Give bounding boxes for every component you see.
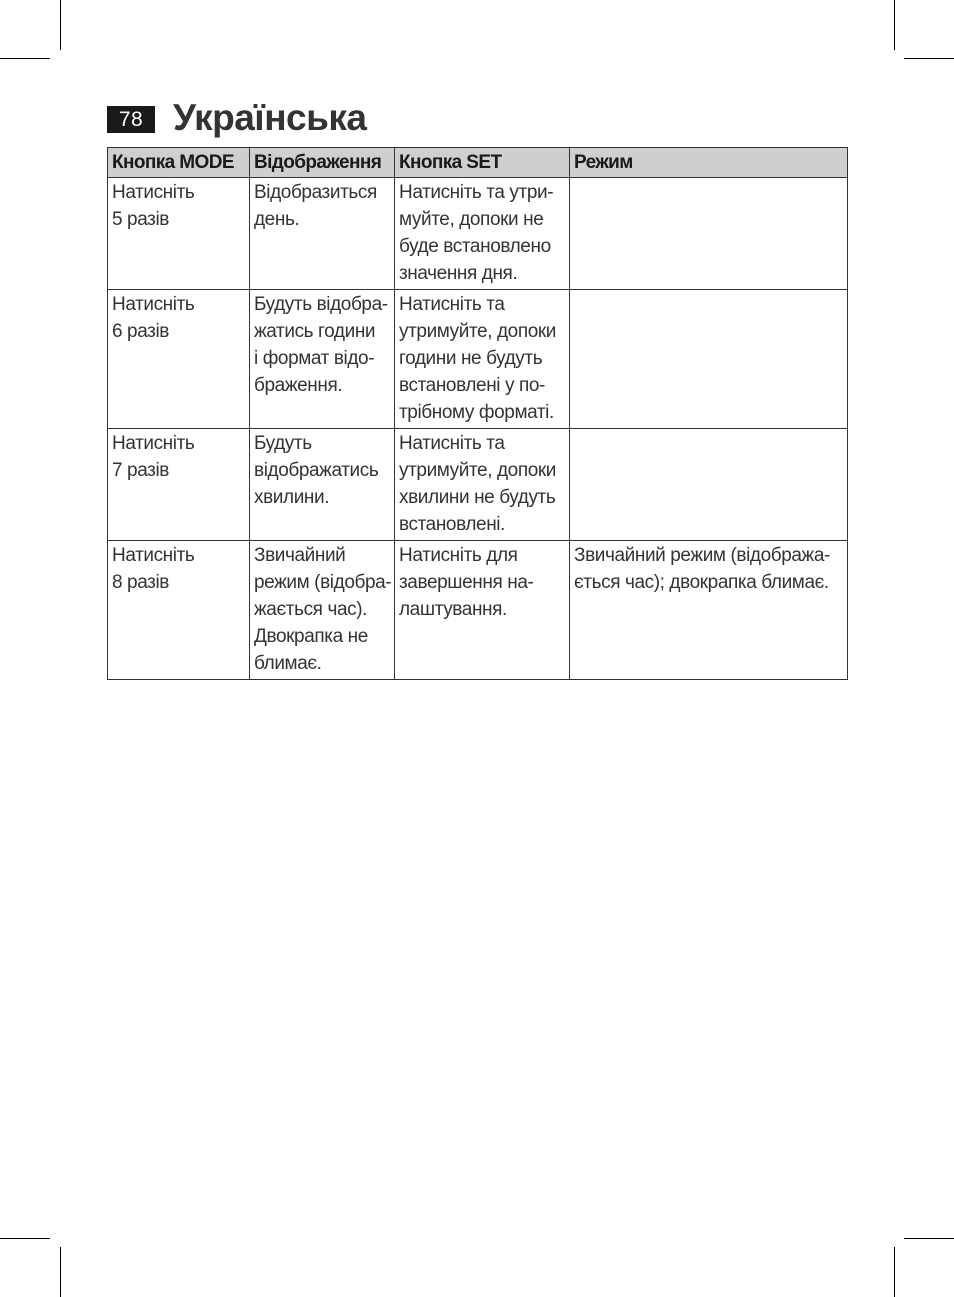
crop-mark-bottom-left-horizontal bbox=[0, 1238, 50, 1239]
cell-mode bbox=[570, 541, 848, 680]
cell-line: ється час); двокрапка блимає. bbox=[574, 572, 829, 593]
table-row bbox=[108, 178, 848, 290]
cell-line: хвилини не будуть bbox=[399, 487, 556, 508]
table-row bbox=[108, 541, 848, 680]
cell-set-button bbox=[395, 178, 570, 290]
crop-mark-top-right-horizontal bbox=[904, 58, 954, 59]
cell-line: утримуйте, допоки bbox=[399, 321, 557, 342]
cell-line: трібному форматі. bbox=[399, 402, 554, 423]
cell-mode bbox=[570, 429, 848, 541]
cell-line: Натисніть та утри- bbox=[399, 182, 554, 203]
column-header-mode: Режим bbox=[570, 148, 848, 178]
crop-mark-top-right-vertical bbox=[894, 0, 895, 50]
cell-line: відображатись bbox=[254, 460, 379, 481]
cell-line: Натисніть та bbox=[399, 433, 505, 454]
cell-line: Відобразиться bbox=[254, 182, 377, 203]
cell-line: день. bbox=[254, 209, 300, 230]
cell-line: Натисніть bbox=[112, 182, 195, 203]
cell-display bbox=[250, 290, 395, 429]
cell-line: години не будуть bbox=[399, 348, 543, 369]
cell-line: браження. bbox=[254, 375, 343, 396]
cell-display bbox=[250, 178, 395, 290]
cell-line: 7 разів bbox=[112, 460, 169, 481]
cell-line: буде встановлено bbox=[399, 236, 551, 257]
cell-mode-button bbox=[108, 541, 250, 680]
cell-display bbox=[250, 541, 395, 680]
cell-set-button bbox=[395, 429, 570, 541]
cell-mode-button bbox=[108, 429, 250, 541]
crop-mark-top-left-vertical bbox=[60, 0, 61, 50]
cell-line: лаштування. bbox=[399, 599, 507, 620]
column-header-set-button: Кнопка SET bbox=[395, 148, 570, 178]
cell-line: Натисніть bbox=[112, 294, 195, 315]
cell-line: значення дня. bbox=[399, 263, 518, 284]
cell-line: муйте, допоки не bbox=[399, 209, 544, 230]
cell-mode bbox=[570, 290, 848, 429]
cell-line: Будуть відобра- bbox=[254, 294, 388, 315]
cell-line: завершення на- bbox=[399, 572, 534, 593]
cell-line: блимає. bbox=[254, 653, 322, 674]
cell-line: Натисніть для bbox=[399, 545, 518, 566]
cell-line: Натисніть та bbox=[399, 294, 505, 315]
cell-line: Звичайний bbox=[254, 545, 346, 566]
cell-display bbox=[250, 429, 395, 541]
crop-mark-bottom-left-vertical bbox=[60, 1247, 61, 1297]
cell-mode bbox=[570, 178, 848, 290]
cell-line: і формат відо- bbox=[254, 348, 375, 369]
cell-line: встановлені у по- bbox=[399, 375, 545, 396]
cell-mode-button bbox=[108, 178, 250, 290]
cell-set-button bbox=[395, 290, 570, 429]
page-number: 78 bbox=[107, 106, 155, 133]
page-header bbox=[107, 96, 366, 140]
cell-line: 6 разів bbox=[112, 321, 169, 342]
mode-table bbox=[107, 147, 848, 680]
cell-line: Двокрапка не bbox=[254, 626, 368, 647]
cell-line: жатись години bbox=[254, 321, 376, 342]
cell-line: Натисніть bbox=[112, 545, 195, 566]
cell-line: режим (відобра- bbox=[254, 572, 392, 593]
cell-line: Звичайний режим (відобража- bbox=[574, 545, 830, 566]
table-row bbox=[108, 290, 848, 429]
cell-set-button bbox=[395, 541, 570, 680]
cell-line: хвилини. bbox=[254, 487, 330, 508]
crop-mark-bottom-right-horizontal bbox=[904, 1238, 954, 1239]
cell-line: Натисніть bbox=[112, 433, 195, 454]
table-row bbox=[108, 429, 848, 541]
column-header-mode-button: Кнопка MODE bbox=[108, 148, 250, 178]
cell-mode-button bbox=[108, 290, 250, 429]
column-header-display: Відображення bbox=[250, 148, 395, 178]
cell-line: встановлені. bbox=[399, 514, 505, 535]
cell-line: 5 разів bbox=[112, 209, 169, 230]
cell-line: Будуть bbox=[254, 433, 312, 454]
cell-line: 8 разів bbox=[112, 572, 169, 593]
table-header-row bbox=[108, 148, 848, 178]
cell-line: утримуйте, допоки bbox=[399, 460, 557, 481]
crop-mark-top-left-horizontal bbox=[0, 58, 50, 59]
crop-mark-bottom-right-vertical bbox=[894, 1247, 895, 1297]
page-title: Українська bbox=[173, 97, 367, 138]
cell-line: жається час). bbox=[254, 599, 368, 620]
